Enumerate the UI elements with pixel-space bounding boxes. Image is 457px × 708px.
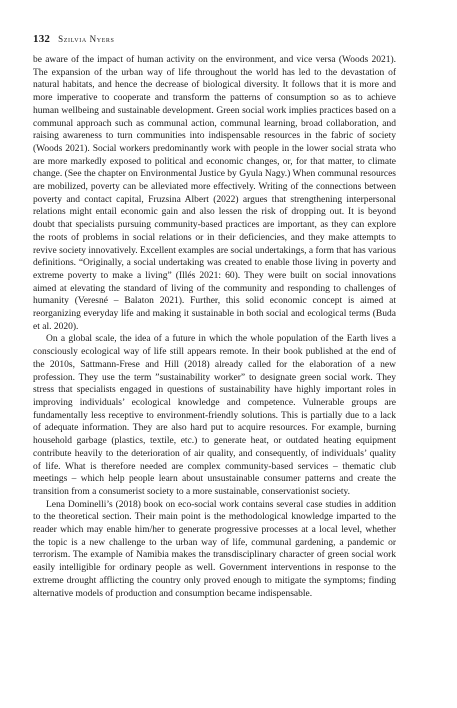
paragraph-2: On a global scale, the idea of a future in which the whole population of the Earth lives a consciously ecological way of life still appears remote. In their book published at the end of the 2010s, Sattmann-Frese and Hill (2018) already called for the elaboration of a new profession. They use the term ”sustainability worker” to designate green social work. They stress that specialists engaged in questions of sustainability have highly important roles in improving individuals’ ecological knowledge and competence. Vulnerable groups are fundamentally less receptive to environment-friendly solutions. This is partially due to a lack of adequate information. They are also hard put to acquire resources. For example, burning household garbage (plastics, textile, etc.) to generate heat, or outdated heating equipment contribute heavily to the deterioration of air quality, and consequently, of individuals’ quality of life. What is therefore needed are complex community-based services – thematic club meetings – which help people learn about unsustainable consumer patterns and create the transition from a consumerist society to a more sustainable, conservationist society. bbox=[33, 334, 396, 497]
page-number: 132 bbox=[33, 33, 51, 45]
paragraph-3: Lena Dominelli’s (2018) book on eco-social work contains several case studies in addition to the theoretical section. Their main point is the methodological knowledge imparted to the reader which may enable him/her to generate progressive processes at a local level, whether the topic is a new challenge to the urban way of life, communal gardening, a pandemic or terrorism. The example of Namibia makes the transdisciplinary character of green social work easily intelligible for ordinary people as well. Government interventions in response to the extreme drought afflicting the country only proved enough to mitigate the symptoms; finding alternative models of production and consumption became indispensable. bbox=[33, 499, 396, 599]
paragraph-1: be aware of the impact of human activity on the environment, and vice versa (Woods 2021). The expansion of the urban way of life throughout the world has led to the devastation of natural habitats, and hence the decrease of biological diversity. It follows that it is more and more imperative to cooperate and transform the patterns of consumption so as to achieve human wellbeing and sustainable development. Green social work implies practices based on a communal approach such as communal action, communal learning, broad collaboration, and raising awareness to turn communities into indispensable resources in the fabric of society (Woods 2021). Social workers predominantly work with people in the lower social strata who are more markedly exposed to political and economic changes, or, for that matter, to climate change. (See the chapter on Environmental Justice by Gyula Nagy.) When communal resources are mobilized, poverty can be alleviated more effectively. Writing of the connections between poverty and contact capital, Fruzsina Albert (2022) argues that strengthening interpersonal relations might entail economic gain and also lessen the risk of dropping out. It is beyond doubt that specialists pursuing community-based practices are important, as they can explore the roots of problems in social relations or in their deficiencies, and they make attempts to revive society innovatively. Excellent examples are social undertakings, a form that has various definitions. “Originally, a social undertaking was created to enable those living in poverty and extreme poverty to make a living” (Illés 2021: 60). They were built on social innovations aimed at elevating the standard of living of the community and responding to challenges of humanity (Veresné – Balaton 2021). Further, this solid economic concept is aimed at reorganizing everyday life and making it sustainable in both social and ecological terms (Buda et al. 2020). bbox=[33, 55, 396, 332]
running-head-author: Szilvia Nyers bbox=[58, 34, 115, 44]
running-head bbox=[33, 33, 395, 47]
body-text bbox=[33, 54, 396, 600]
